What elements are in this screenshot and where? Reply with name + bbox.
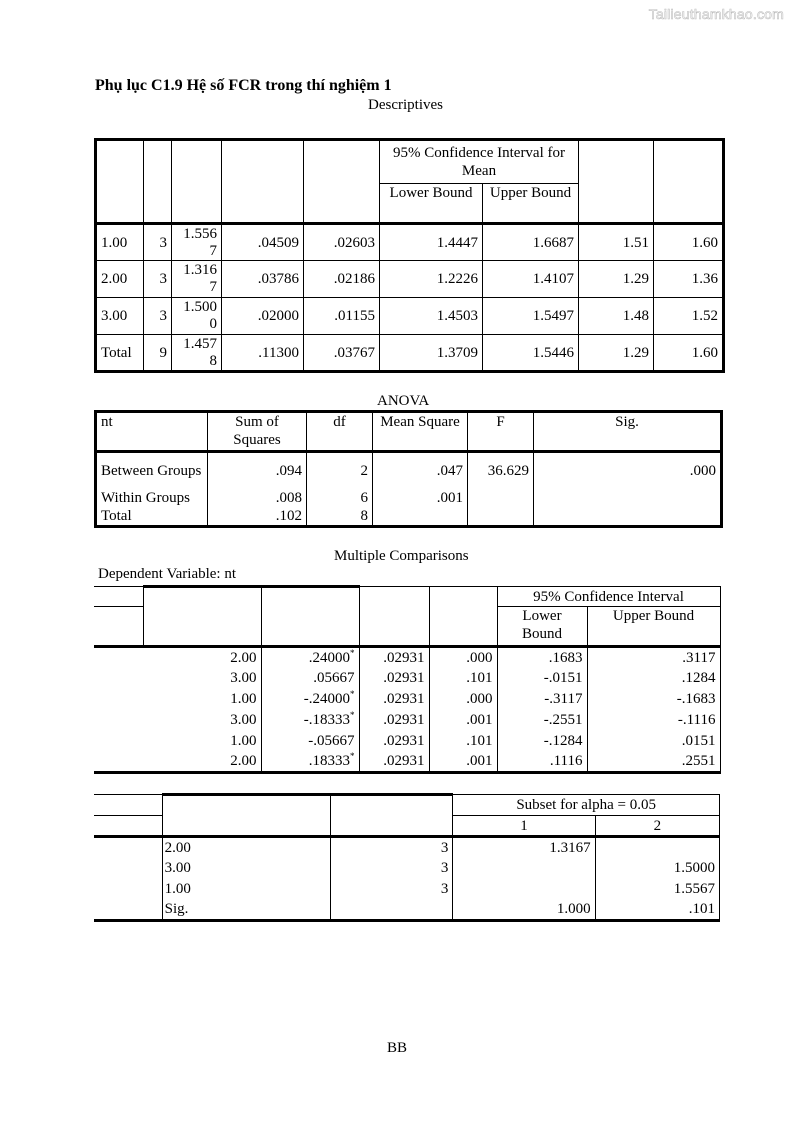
anova-row: Between Groups .094 2 .047 36.629 .000 (96, 452, 722, 489)
mc-header-cell (94, 607, 143, 647)
mc-row: 2.00 .18333* .02931 .001 .1116 .2551 (94, 752, 720, 773)
mc-header-cell (359, 587, 429, 647)
mc-header-cell (143, 587, 261, 647)
subset-col-2-header: 2 (595, 816, 719, 837)
mc-lower-header: Lower Bound (497, 607, 587, 647)
desc-row: 3.00 3 1.5000 .02000 .01155 1.4503 1.5497 1.48 1.52 (96, 298, 724, 335)
desc-row: Total 9 1.4578 .11300 .03767 1.3709 1.5446 1.29 1.60 (96, 335, 724, 372)
desc-header-cell (96, 140, 144, 224)
desc-header-cell (222, 140, 304, 224)
watermark: Tailieuthamkhao.com (648, 6, 784, 22)
mc-row: 1.00 -.24000* .02931 .000 -.3117 -.1683 (94, 689, 720, 710)
anova-ms-header: Mean Square (373, 412, 468, 452)
subset-row: 1.00 3 1.5567 (94, 879, 720, 900)
anova-f-header: F (468, 412, 534, 452)
desc-header-cell (654, 140, 724, 224)
mc-header-cell (261, 587, 359, 647)
subset-header-cell (162, 795, 330, 837)
desc-header-cell (172, 140, 222, 224)
anova-sig-header: Sig. (534, 412, 722, 452)
page-footer: BB (386, 1040, 407, 1056)
desc-header-cell (144, 140, 172, 224)
anova-row: Within Groups .008 6 .001 (96, 489, 722, 507)
mc-header-cell (429, 587, 497, 647)
page-heading: Phụ lục C1.9 Hệ số FCR trong thí nghiệm 1 (95, 77, 392, 94)
desc-row: 1.00 3 1.5567 .04509 .02603 1.4447 1.6687 1.51 1.60 (96, 224, 724, 261)
desc-header-cell (304, 140, 380, 224)
desc-ci-header: 95% Confidence Interval for Mean (380, 140, 579, 184)
mc-row: 3.00 .05667 .02931 .101 -.0151 .1284 (94, 668, 720, 689)
multiple-title: Multiple Comparisons (334, 548, 469, 564)
subset-row: 2.00 3 1.3167 (94, 837, 720, 858)
mc-row: 3.00 -.18333* .02931 .001 -.2551 -.1116 (94, 710, 720, 731)
multiple-comparisons-table (94, 585, 721, 774)
mc-row: 2.00 .24000* .02931 .000 .1683 .3117 (94, 647, 720, 668)
mc-row: 1.00 -.05667 .02931 .101 -.1284 .0151 (94, 731, 720, 752)
subset-row: Sig. 1.000 .101 (94, 900, 720, 921)
mc-ci-header: 95% Confidence Interval (497, 587, 720, 607)
anova-df-header: df (307, 412, 373, 452)
anova-ss-header: Sum of Squares (208, 412, 307, 452)
subset-header-cell (94, 795, 162, 816)
desc-row: 2.00 3 1.3167 .03786 .02186 1.2226 1.4107 1.29 1.36 (96, 261, 724, 298)
subset-alpha-header: Subset for alpha = 0.05 (453, 795, 720, 816)
desc-lower-header: Lower Bound (380, 184, 483, 224)
desc-header-cell (579, 140, 654, 224)
homogeneous-subsets-table (94, 793, 720, 922)
anova-table (94, 410, 723, 528)
anova-row: Total .102 8 (96, 507, 722, 527)
dependent-variable-label: Dependent Variable: nt (98, 566, 237, 582)
descriptives-title: Descriptives (368, 97, 443, 113)
mc-header-cell (94, 587, 143, 607)
anova-title: ANOVA (377, 393, 430, 409)
subset-row: 3.00 3 1.5000 (94, 858, 720, 879)
anova-var-header: nt (96, 412, 208, 452)
mc-upper-header: Upper Bound (587, 607, 720, 647)
subset-header-cell (331, 795, 453, 837)
subset-col-1-header: 1 (453, 816, 595, 837)
descriptives-table (94, 138, 725, 373)
desc-upper-header: Upper Bound (483, 184, 579, 224)
subset-header-cell (94, 816, 162, 837)
